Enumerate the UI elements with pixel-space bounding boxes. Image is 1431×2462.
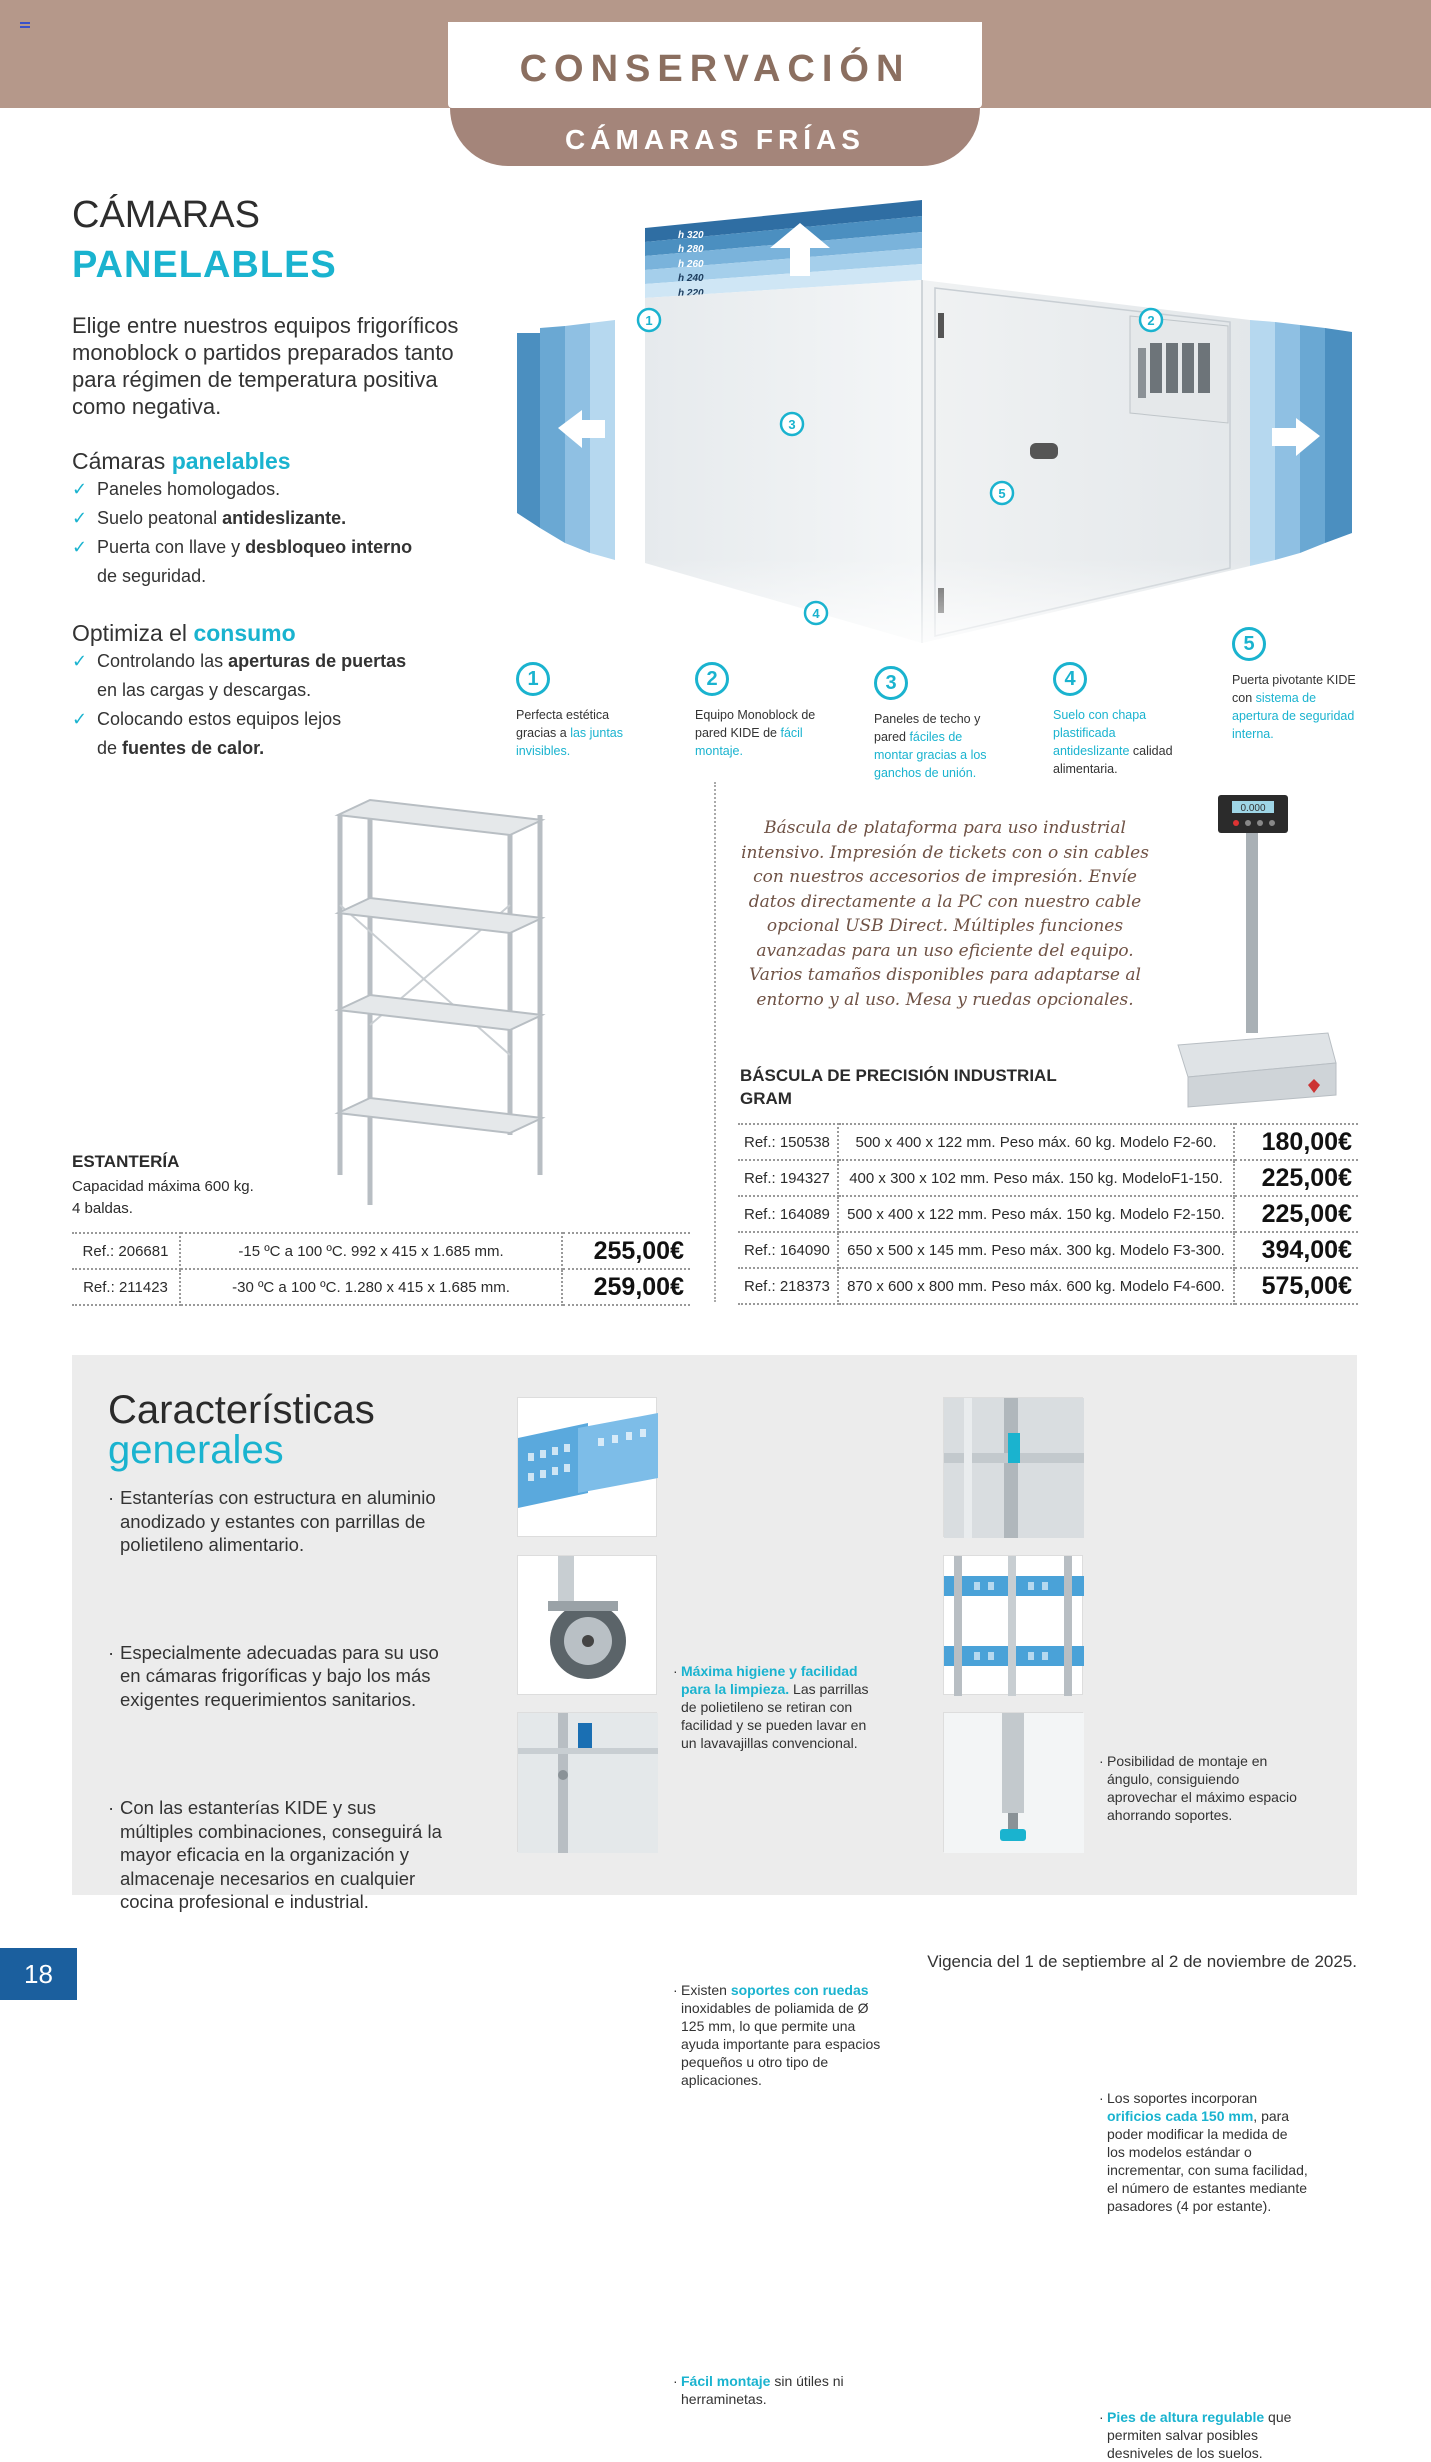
corner-joint-image: [943, 1397, 1083, 1537]
shelving-title: ESTANTERÍA: [72, 1152, 180, 1171]
price-cell: 225,00€: [1234, 1196, 1358, 1232]
assembly-image: [517, 1712, 657, 1852]
desc-cell: -30 ºC a 100 ºC. 1.280 x 415 x 1.685 mm.: [180, 1269, 562, 1305]
height-label: h 280: [678, 244, 704, 255]
desc-cell: 500 x 400 x 122 mm. Peso máx. 150 kg. Modelo F2-150.: [838, 1196, 1234, 1232]
feature-bullet: · Estanterías con estructura en aluminio anodizado y estantes con parrillas de polietileno alimentario.: [108, 1486, 443, 1557]
scale-description: Báscula de plataforma para uso industrial intensivo. Impresión de tickets con o sin cables con nuestros accesorios de impresión. Envíe datos directamente a la PC con nuestro cable opcional USB Direct. Múltiples funciones avanzadas para un uso eficiente del equipo. Varios tamaños disponibles para adaptarse al entorno y al uso. Mesa y ruedas opcionales.: [741, 818, 1149, 1010]
ref-cell: Ref.: 164090: [738, 1232, 838, 1268]
ref-cell: Ref.: 150538: [738, 1124, 838, 1160]
price-cell: 259,00€: [562, 1269, 690, 1305]
feature-text: · Existen soportes con ruedas inoxidables de poliamida de Ø 125 mm, lo que permite una ayuda importante para espacios pequeños u otro tipo de aplicaciones.: [673, 1981, 883, 2089]
table-row: [738, 1196, 1358, 1232]
wheel-image: [517, 1555, 657, 1695]
ref-cell: Ref.: 164089: [738, 1196, 838, 1232]
check-icon: ✓: [72, 709, 88, 729]
desc-cell: -15 ºC a 100 ºC. 992 x 415 x 1.685 mm.: [180, 1233, 562, 1269]
check-icon: ✓: [72, 479, 88, 499]
table-row: [738, 1160, 1358, 1196]
cold-room-illustration: [510, 198, 1360, 668]
feature-bullet: · Especialmente adecuadas para su uso en cámaras frigoríficas y bajo los más exigentes requerimientos sanitarios.: [108, 1641, 443, 1712]
ref-cell: Ref.: 218373: [738, 1268, 838, 1304]
list-item: ✓ Controlando las aperturas de puertas en las cargas y descargas.: [72, 647, 492, 705]
feature-text: · Máxima higiene y facilidad para la limpieza. Las parrillas de polietileno se retiran con facilidad y se pueden lavar en un lavavajillas convencional.: [673, 1662, 883, 1752]
price-cell: 225,00€: [1234, 1160, 1358, 1196]
ref-cell: Ref.: 206681: [72, 1233, 180, 1269]
adjustable-foot-image: [943, 1712, 1083, 1852]
scale-price-table: [738, 1123, 1358, 1305]
svg-text:1: 1: [645, 313, 653, 328]
panelables-heading: Cámaras panelables: [72, 448, 291, 474]
price-cell: 394,00€: [1234, 1232, 1358, 1268]
section-title-highlight: PANELABLES: [72, 244, 337, 286]
page-number: 18: [0, 1948, 77, 2000]
table-row: [738, 1268, 1358, 1304]
intro-text: Elige entre nuestros equipos frigoríficos monoblock o partidos preparados tanto para régimen de temperatura positiva como negativa.: [72, 313, 459, 419]
check-icon: ✓: [72, 508, 88, 528]
height-label: h 240: [678, 273, 704, 284]
svg-text:4: 4: [812, 606, 820, 621]
panelables-list: [72, 448, 492, 591]
feature-bullet: · Con las estanterías KIDE y sus múltiples combinaciones, conseguirá la mayor eficacia en la organización y almacenaje necesarios en cualquier cocina profesional e industrial.: [108, 1796, 443, 1914]
svg-text:3: 3: [788, 417, 796, 432]
list-item: ✓ Puerta con llave y desbloqueo interno de seguridad.: [72, 533, 492, 591]
features-title: Características: [108, 1388, 375, 1432]
list-item: ✓ Paneles homologados.: [72, 475, 492, 504]
marker-1: [638, 309, 660, 331]
callout-1: 1 Perfecta estética gracias a las juntas invisibles.: [516, 662, 644, 760]
subcategory-title: CÁMARAS FRÍAS: [565, 124, 865, 155]
callout-5: 5 Puerta pivotante KIDE con sistema de apertura de seguridad interna.: [1232, 627, 1360, 743]
shelving-description: Capacidad máxima 600 kg. 4 baldas.: [72, 1178, 254, 1217]
svg-text:2: 2: [1147, 313, 1155, 328]
grid-shelf-image: [517, 1397, 657, 1537]
feature-text: · Pies de altura regulable que permiten salvar posibles desniveles de los suelos.: [1099, 2408, 1309, 2462]
shelving-price-table: [72, 1232, 690, 1306]
validity-text: Vigencia del 1 de septiembre al 2 de noviembre de 2025.: [927, 1952, 1357, 1971]
price-cell: 575,00€: [1234, 1268, 1358, 1304]
desc-cell: 500 x 400 x 122 mm. Peso máx. 60 kg. Modelo F2-60.: [838, 1124, 1234, 1160]
height-label: h 220: [678, 288, 704, 299]
desc-cell: 400 x 300 x 102 mm. Peso máx. 150 kg. ModeloF1-150.: [838, 1160, 1234, 1196]
section-title: CÁMARAS: [72, 194, 260, 236]
height-label: h 320: [678, 230, 704, 241]
table-row: [72, 1233, 690, 1269]
shelf-holes-image: [943, 1555, 1083, 1695]
price-cell: 255,00€: [562, 1233, 690, 1269]
desc-cell: 650 x 500 x 145 mm. Peso máx. 300 kg. Modelo F3-300.: [838, 1232, 1234, 1268]
svg-text:5: 5: [998, 486, 1006, 501]
list-item: ✓ Suelo peatonal antideslizante.: [72, 504, 492, 533]
shelving-image: [330, 795, 560, 1215]
scale-image: [1168, 795, 1338, 1115]
callout-2: 2 Equipo Monoblock de pared KIDE de fácil montaje.: [695, 662, 823, 760]
price-cell: 180,00€: [1234, 1124, 1358, 1160]
ref-cell: Ref.: 194327: [738, 1160, 838, 1196]
table-row: [738, 1124, 1358, 1160]
check-icon: ✓: [72, 651, 88, 671]
height-label: h 260: [678, 259, 704, 270]
callout-4: 4 Suelo con chapa plastificada antideslizante calidad alimentaria.: [1053, 662, 1181, 778]
callout-3: 3 Paneles de techo y pared fáciles de montar gracias a los ganchos de unión.: [874, 666, 1002, 782]
features-title-highlight: generales: [108, 1428, 284, 1472]
table-row: [72, 1269, 690, 1305]
desc-cell: 870 x 600 x 800 mm. Peso máx. 600 kg. Modelo F4-600.: [838, 1268, 1234, 1304]
table-row: [738, 1232, 1358, 1268]
menu-icon[interactable]: [20, 22, 30, 28]
list-item: ✓ Colocando estos equipos lejos de fuentes de calor.: [72, 705, 492, 763]
marker-4: [805, 602, 827, 624]
feature-text: · Los soportes incorporan orificios cada 150 mm, para poder modificar la medida de los modelos estándar o incrementar, con suma facilidad, el número de estantes mediante pasadores (4 por estante).: [1099, 2089, 1309, 2215]
feature-text: · Posibilidad de montaje en ángulo, consiguiendo aprovechar el máximo espacio ahorrando soportes.: [1099, 1752, 1309, 1824]
feature-text: · Fácil montaje sin útiles ni herraminetas.: [673, 2372, 883, 2408]
ref-cell: Ref.: 211423: [72, 1269, 180, 1305]
category-title: CONSERVACIÓN: [519, 48, 911, 90]
marker-2: [1140, 309, 1162, 331]
marker-3: [781, 413, 803, 435]
scale-title: BÁSCULA DE PRECISIÓN INDUSTRIAL GRAM: [740, 1066, 1057, 1108]
scale-display: 0.000: [1240, 803, 1266, 814]
consumo-heading: Optimiza el consumo: [72, 620, 296, 646]
marker-5: [991, 482, 1013, 504]
check-icon: ✓: [72, 537, 88, 557]
consumo-list: [72, 620, 492, 763]
divider: [714, 782, 716, 1302]
